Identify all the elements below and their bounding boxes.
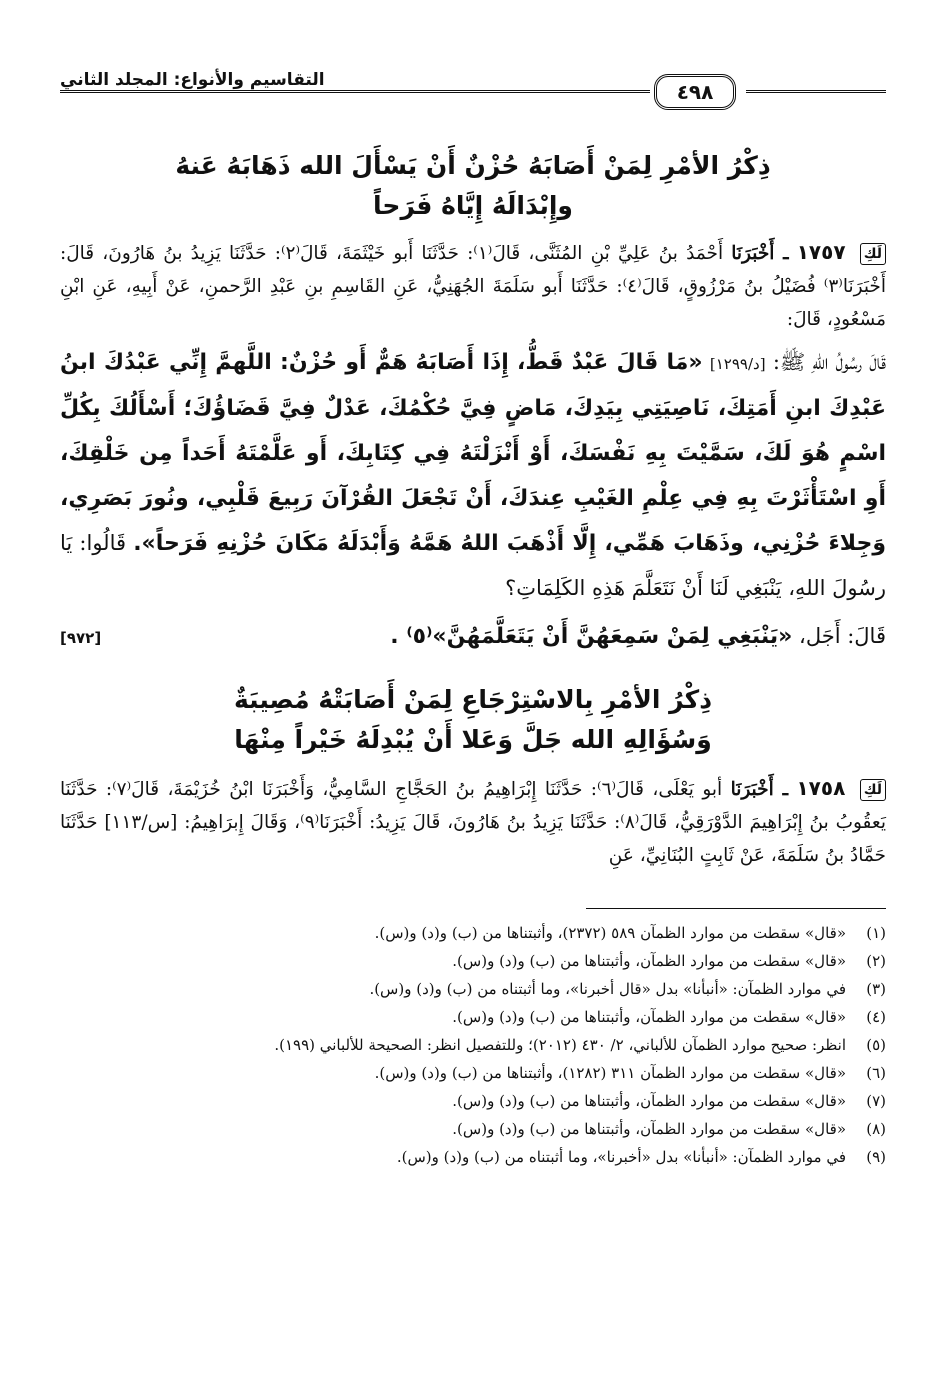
- footnote-text: «قال» سقطت من موارد الظمآن ٥٨٩ (٢٣٧٢)، وأثبتناها من (ب) و(د) و(س).: [374, 924, 846, 942]
- footnote-number: (٩): [866, 1148, 886, 1166]
- footnote-text: انظر: صحيح موارد الظمآن للألباني، ٢/ ٤٣٠ (٢٠١٢)؛ وللتفصيل انظر: الصحيحة للألباني (١٩٩).: [274, 1036, 846, 1054]
- footnote-number: (٧): [866, 1092, 886, 1110]
- answer-lead: قَالَ: أَجَل،: [799, 624, 886, 648]
- hadith-marker-icon: لَكِ: [860, 243, 886, 265]
- footnote: [60, 1143, 886, 1171]
- hadith-lead: ـ أَخْبَرَنَا: [730, 779, 789, 800]
- section-title-line1: ذِكْرُ الأمْرِ لِمَنْ أَصَابَهُ حُزْنٌ أَنْ يَسْأَلَ الله ذَهَابَهُ عَنهُ: [175, 151, 771, 180]
- isnad-text: أَحْمَدُ بنُ عَلِيِّ بْنِ المُثَنَّى، قَالَ⁽١⁾: حَدَّثَنَا أَبو خَيْثَمَةَ، قَالَ⁽٢⁾: حَدَّثَنَا يَزِيدُ بنُ هَارُونَ، قَالَ: أَخْبَرَنَا⁽٣⁾ فُضَيْلُ بنُ مَرْزُوقٍ، قَالَ⁽٤⁾: حَدَّثَنَا أَبو سَلَمَةَ الجُهَنِيُّ، عَنِ القَاسِمِ بنِ عَبْدِ الرَّحمنِ، عَنْ أَبِيهِ، عَنِ ابْنِ مَسْعُودٍ، قَالَ:: [60, 243, 886, 330]
- footnote-text: في موارد الظمآن: «أنبأنا» بدل «أخبرنا»، وما أثبتناه من (ب) و(د) و(س).: [396, 1148, 846, 1166]
- footnote: [60, 1003, 886, 1031]
- footnote-number: (٢): [866, 952, 886, 970]
- hadith-lead: ـ أَخْبَرَنَا: [731, 243, 789, 264]
- footnote-text: «قال» سقطت من موارد الظمآن، وأثبتناها من (ب) و(د) و(س).: [452, 952, 846, 970]
- footnote-separator: [586, 908, 886, 909]
- matn-intro: قَالَ رسُولُ اللهِ ﷺ:: [772, 350, 886, 374]
- hadith-1757-end: [60, 614, 886, 660]
- section-1: [60, 146, 886, 660]
- footnote: [60, 1031, 886, 1059]
- grade-reference: [٩٧٢]: [60, 629, 102, 647]
- reference-tag: [د/١٢٩٩]: [709, 355, 766, 373]
- footnote: [60, 1059, 886, 1087]
- footnote: [60, 1115, 886, 1143]
- hadith-number: ١٧٥٧: [796, 240, 846, 264]
- footnote-text: في موارد الظمآن: «أنبأنا» بدل «قال أخبرنا»، وما أثبتناه من (ب) و(د) و(س).: [369, 980, 846, 998]
- hadith-1757-chain: [60, 236, 886, 336]
- footnote-text: «قال» سقطت من موارد الظمآن ٣١١ (١٢٨٢)، وأثبتناها من (ب) و(د) و(س).: [374, 1064, 846, 1082]
- book-page: [60, 60, 886, 1350]
- footnote: [60, 975, 886, 1003]
- footnote-number: (٣): [866, 980, 886, 998]
- footnotes-list: [60, 919, 886, 1171]
- matn-question: قَالُوا: يَا رسُولَ اللهِ، يَنْبَغِي لَنَا أَنْ نَتَعَلَّمَ هَذِهِ الكَلِمَاتِ؟: [60, 531, 886, 600]
- section-title-line2: وَسُؤَالِهِ الله جَلَّ وَعَلا أَنْ يُبْدِلَهُ خَيْراً مِنْهَا: [234, 725, 712, 754]
- section-title: [60, 680, 886, 760]
- running-title: التقاسيم والأنواع: المجلد الثاني: [60, 70, 325, 90]
- footnote-number: (١): [866, 924, 886, 942]
- answer-text: «يَنْبَغِي لِمَنْ سَمِعَهُنَّ أَنْ يَتَعَلَّمَهُنَّ»⁽٥⁾ .: [390, 624, 793, 649]
- footnote-number: (٤): [866, 1008, 886, 1026]
- hadith-number: ١٧٥٨: [796, 776, 846, 800]
- footnote-text: «قال» سقطت من موارد الظمآن، وأثبتناها من (ب) و(د) و(س).: [452, 1092, 846, 1110]
- isnad-text: أبو يَعْلَى، قَالَ⁽٦⁾: حَدَّثَنَا إِبْرَاهِيمُ بنُ الحَجَّاجِ السَّامِيُّ، وَأَخْبَرَنَا ابْنُ خُزَيْمَةَ، قَالَ⁽٧⁾: حَدَّثَنَا يَعقُوبُ بنُ إِبْرَاهِيمَ الدَّوْرَقِيُّ، قَالَ⁽٨⁾: حَدَّثَنَا يَزِيدُ بنُ هَارُونَ، قَالَ يَزِيدُ: أَخْبَرَنَا⁽٩⁾، وَقَالَ إِبرَاهِيمُ: [س/١١٣] حَدَّثَنَا حَمَّادُ بنُ سَلَمَةَ، عَنْ ثَابِتٍ البُنَانِيِّ، عَنِ: [60, 779, 886, 866]
- hadith-1758-chain: [60, 772, 886, 872]
- footnote: [60, 1087, 886, 1115]
- hadith-1757-matn: [60, 340, 886, 610]
- section-title-line1: ذِكْرُ الأمْرِ بِالاسْتِرْجَاعِ لِمَنْ أَصَابَتْهُ مُصِيبَةٌ: [233, 685, 713, 714]
- section-title: [60, 146, 886, 226]
- footnote-number: (٨): [866, 1120, 886, 1138]
- page-header: [60, 60, 886, 120]
- footnote: [60, 919, 886, 947]
- footnote: [60, 947, 886, 975]
- matn-text: «مَا قَالَ عَبْدٌ قَطُّ، إِذَا أَصَابَهُ هَمٌّ أَو حُزْنٌ: اللَّهمَّ إِنِّي عَبْدُكَ ابنُ عَبْدِكَ ابنِ أَمَتِكَ، نَاصِيَتِي بِيَدِكَ، مَاضٍ فِيَّ حُكْمُكَ، عَدْلٌ فِيَّ قَضَاؤُكَ؛ أَسْأَلُكَ بِكُلِّ اسْمٍ هُوَ لَكَ، سَمَّيْتَ بِهِ نَفْسَكَ، أَوْ أَنْزَلْتَهُ فِي كِتَابِكَ، أَو عَلَّمْتَهُ أَحَداً مِن خَلْقِكَ، أَوِ اسْتَأْثَرْتَ بِهِ فِي عِلْمِ الغَيْبِ عِندَكَ، أَنْ تَجْعَلَ القُرْآنَ رَبِيعَ قَلْبِي، ونُورَ بَصَرِي، وَجِلاءَ حُزْنِي، وذَهَابَ هَمِّي، إِلَّا أَذْهَبَ اللهُ هَمَّهُ وَأَبْدَلَهُ مَكَانَ حُزْنِهِ فَرَحاً».: [60, 350, 886, 556]
- page-number: ٤٩٨: [654, 74, 736, 110]
- footnote-number: (٥): [866, 1036, 886, 1054]
- section-title-line2: وإِبْدَالَهُ إِيَّاهُ فَرَحاً: [373, 191, 573, 220]
- header-rule-right: [746, 90, 886, 93]
- header-rule-left: [60, 90, 650, 93]
- footnote-text: «قال» سقطت من موارد الظمآن، وأثبتناها من (ب) و(د) و(س).: [452, 1008, 846, 1026]
- hadith-marker-icon: لَكِ: [860, 779, 886, 801]
- footnote-number: (٦): [866, 1064, 886, 1082]
- section-2: [60, 680, 886, 872]
- footnote-text: «قال» سقطت من موارد الظمآن، وأثبتناها من (ب) و(د) و(س).: [452, 1120, 846, 1138]
